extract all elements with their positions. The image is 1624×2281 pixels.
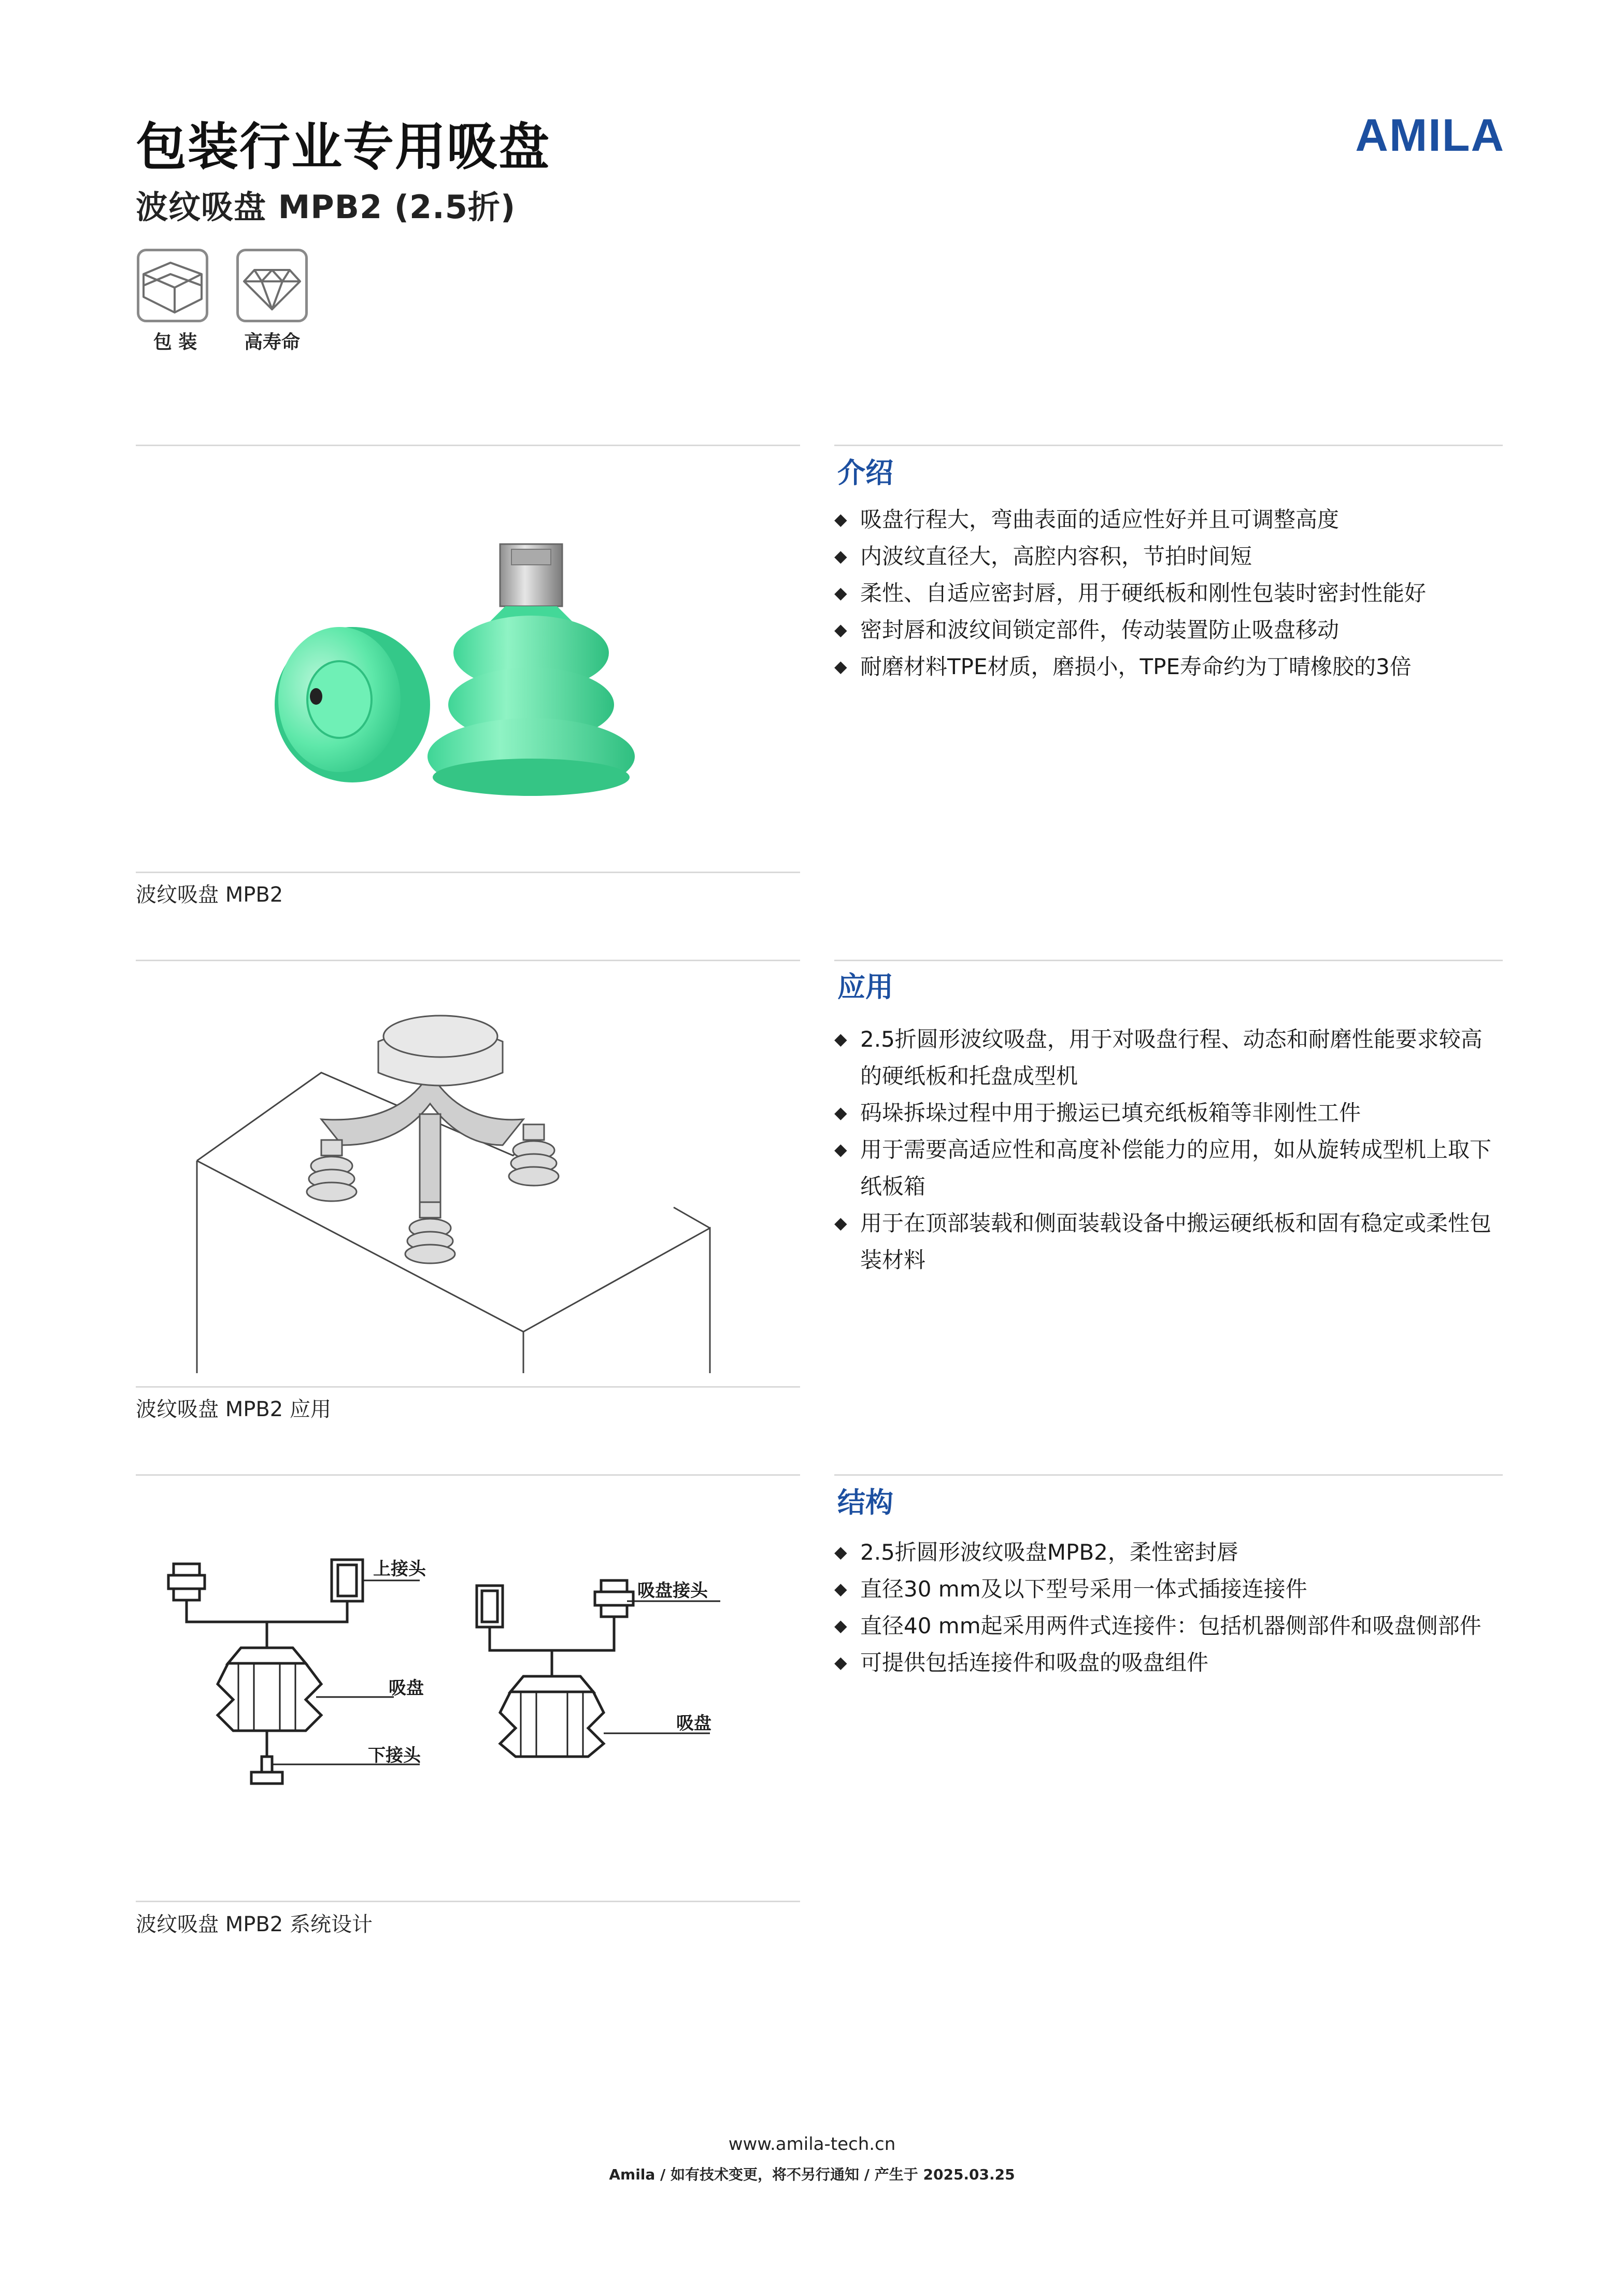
divider [136,445,800,446]
label-suction-cup-left: 吸盘 [389,1678,424,1699]
application-bullet-list [834,1021,1503,1278]
list-item: ◆ 耐磨材料TPE材质，磨损小，TPE寿命约为丁晴橡胶的3倍 [834,648,1503,685]
section-title-intro: 介绍 [837,457,893,489]
label-lower-connector: 下接头 [368,1745,421,1766]
list-item: ◆ 2.5折圆形波纹吸盘MPB2，柔性密封唇 [834,1534,1503,1571]
footer-url[interactable]: www.amila-tech.cn [728,2134,896,2155]
divider [834,445,1503,446]
list-item: ◆ 用于在顶部装载和侧面装载设备中搬运硬纸板和固有稳定或柔性包装材料 [834,1205,1503,1278]
divider [834,960,1503,961]
label-upper-connector: 上接头 [373,1559,426,1579]
divider [136,1901,800,1902]
list-item: ◆ 用于需要高适应性和高度补偿能力的应用，如从旋转成型机上取下纸板箱 [834,1131,1503,1205]
divider [136,960,800,961]
caption-product: 波纹吸盘 MPB2 [136,883,283,907]
section-title-application: 应用 [837,971,893,1003]
divider [136,1386,800,1388]
divider [136,872,800,873]
footer-note: Amila / 如有技术变更，将不另行通知 / 产生于 2025.03.25 [609,2166,1015,2183]
list-item: ◆ 可提供包括连接件和吸盘的吸盘组件 [834,1644,1503,1681]
divider [136,1474,800,1476]
divider [834,1474,1503,1476]
caption-application: 波纹吸盘 MPB2 应用 [136,1398,331,1421]
list-item: ◆ 密封唇和波纹间锁定部件，传动装置防止吸盘移动 [834,611,1503,648]
intro-bullet-list [834,501,1503,685]
label-suction-cup-right: 吸盘 [676,1713,711,1734]
list-item: ◆ 直径40 mm起采用两件式连接件：包括机器侧部件和吸盘侧部件 [834,1607,1503,1644]
feature-label-package: 包 装 [153,332,197,353]
page-title: 包装行业专用吸盘 [136,118,551,177]
caption-system-design: 波纹吸盘 MPB2 系统设计 [136,1913,373,1936]
list-item: ◆ 柔性、自适应密封唇，用于硬纸板和刚性包装时密封性能好 [834,575,1503,611]
diamond-icon [236,249,308,322]
system-design-drawing [150,1549,772,1819]
page-subtitle: 波纹吸盘 MPB2 (2.5折) [136,188,516,226]
feature-label-longlife: 高寿命 [244,332,300,353]
list-item: ◆ 码垛拆垛过程中用于搬运已填充纸板箱等非刚性工件 [834,1094,1503,1131]
list-item: ◆ 内波纹直径大，高腔内容积，节拍时间短 [834,538,1503,575]
list-item: ◆ 吸盘行程大，弯曲表面的适应性好并且可调整高度 [834,501,1503,538]
package-icon [137,249,208,322]
product-photo [262,534,687,805]
section-title-structure: 结构 [837,1486,893,1519]
brand-logo: AMILA [1355,109,1505,161]
list-item: ◆ 直径30 mm及以下型号采用一体式插接连接件 [834,1571,1503,1607]
label-cup-connector: 吸盘接头 [637,1580,708,1601]
structure-bullet-list [834,1534,1503,1681]
list-item: ◆ 2.5折圆形波纹吸盘，用于对吸盘行程、动态和耐磨性能要求较高的硬纸板和托盘成型机 [834,1021,1503,1094]
application-drawing [192,1010,720,1375]
